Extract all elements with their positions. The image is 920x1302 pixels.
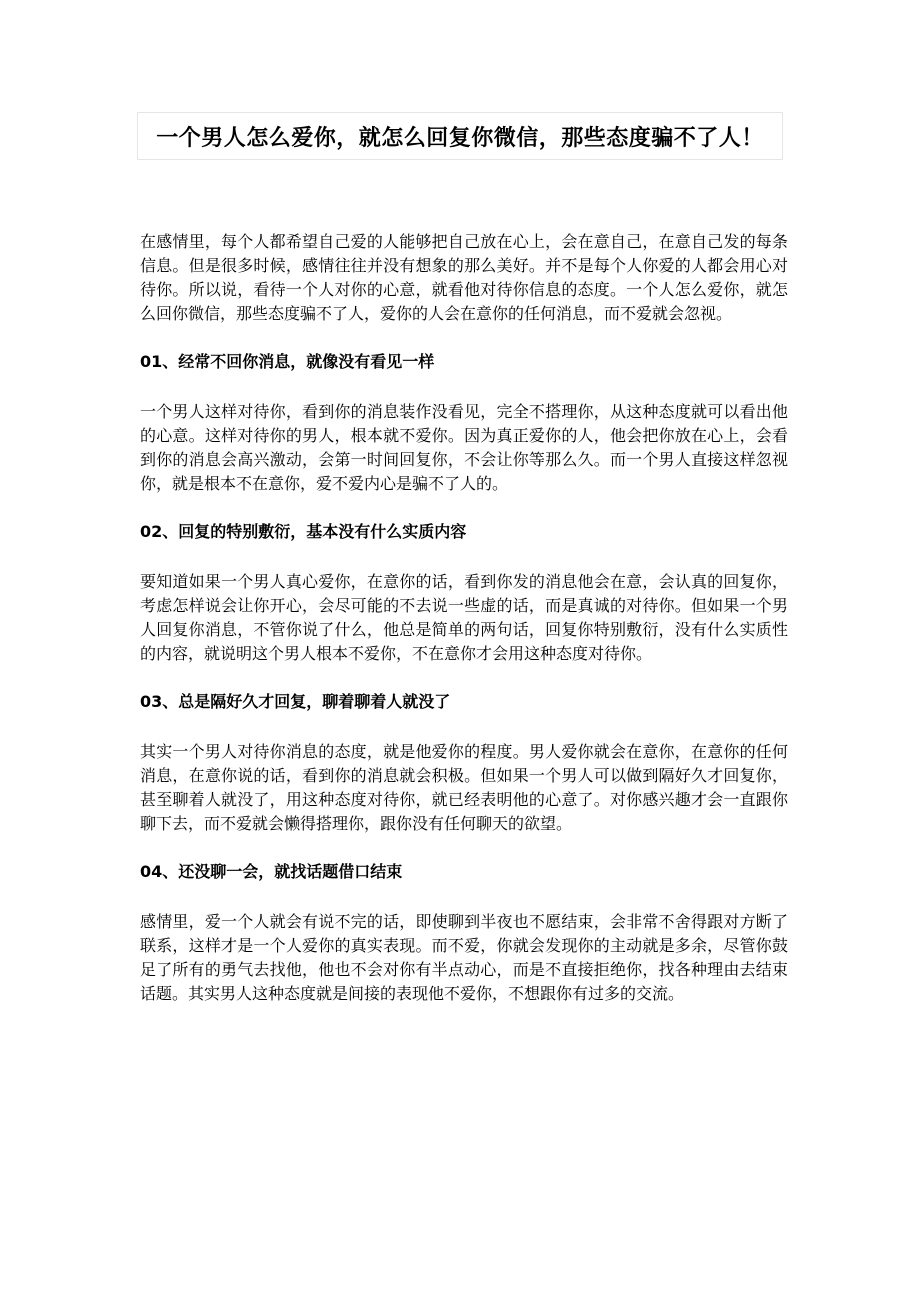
section-body-03: 其实一个男人对待你消息的态度，就是他爱你的程度。男人爱你就会在意你，在意你的任何消息，在意你说的话，看到你的消息就会积极。但如果一个男人可以做到隔好久才回复你，甚至聊着人就没了，用这种态度对待你，就已经表明他的心意了。对你感兴趣才会一直跟你聊下去，而不爱就会懒得搭理你，跟你没有任何聊天的欲望。 [140,742,788,833]
intro-paragraph: 在感情里，每个人都希望自己爱的人能够把自己放在心上，会在意自己，在意自己发的每条信息。但是很多时候，感情往往并没有想象的那么美好。并不是每个人你爱的人都会用心对待你。所以说，看待一个人对你的心意，就看他对待你信息的态度。一个人怎么爱你，就怎么回你微信，那些态度骗不了人，爱你的人会在意你的任何消息，而不爱就会忽视。 [140,232,788,323]
section-heading-02: 02、回复的特别敷衍，基本没有什么实质内容 [140,522,467,541]
section-heading-03: 03、总是隔好久才回复，聊着聊着人就没了 [140,692,451,711]
section-heading-04: 04、还没聊一会，就找话题借口结束 [140,862,403,881]
section-body-02: 要知道如果一个男人真心爱你，在意你的话，看到你发的消息他会在意，会认真的回复你，考虑怎样说会让你开心，会尽可能的不去说一些虚的话，而是真诚的对待你。但如果一个男人回复你消息，不管你说了什么，他总是简单的两句话，回复你特别敷衍，没有什么实质性的内容，就说明这个男人根本不爱你，不在意你才会用这种态度对待你。 [140,572,788,663]
section-body-04: 感情里，爱一个人就会有说不完的话，即使聊到半夜也不愿结束，会非常不舍得跟对方断了联系，这样才是一个人爱你的真实表现。而不爱，你就会发现你的主动就是多余，尽管你鼓足了所有的勇气去找他，他也不会对你有半点动心，而是不直接拒绝你，找各种理由去结束话题。其实男人这种态度就是间接的表现他不爱你，不想跟你有过多的交流。 [140,912,788,1003]
document-title: 一个男人怎么爱你，就怎么回复你微信，那些态度骗不了人！ [156,125,764,151]
section-body-01: 一个男人这样对待你，看到你的消息装作没看见，完全不搭理你，从这种态度就可以看出他的心意。这样对待你的男人，根本就不爱你。因为真正爱你的人，他会把你放在心上，会看到你的消息会高兴激动，会第一时间回复你，不会让你等那么久。而一个男人直接这样忽视你，就是根本不在意你，爱不爱内心是骗不了人的。 [140,402,788,493]
title-box [137,112,783,160]
article-body [140,230,788,1006]
section-heading-01: 01、经常不回你消息，就像没有看见一样 [140,352,435,371]
